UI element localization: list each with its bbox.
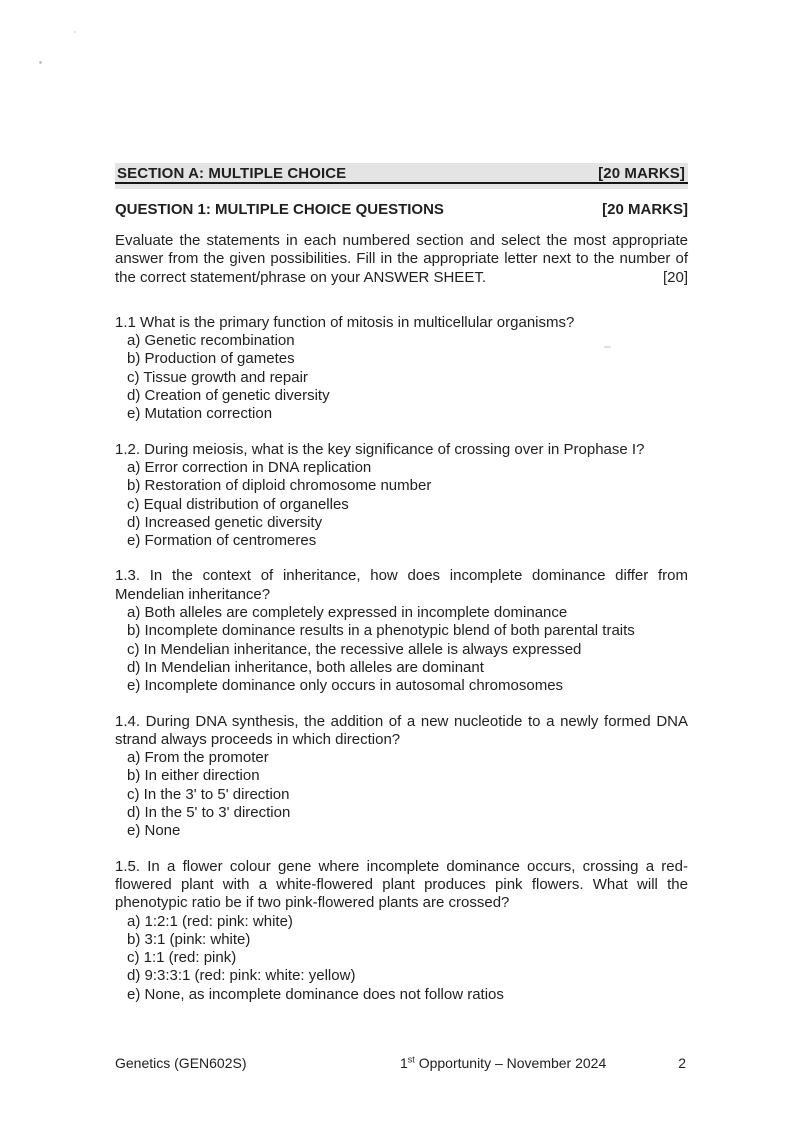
question-text: 1.1 What is the primary function of mitosis in multicellular organisms? xyxy=(115,313,575,331)
footer-opportunity-ordinal: st xyxy=(407,1054,415,1065)
scan-artifact xyxy=(604,346,611,348)
option-c: c) In Mendelian inheritance, the recessive allele is always expressed xyxy=(127,640,582,658)
instructions-marks: [20] xyxy=(657,269,688,287)
question-text: 1.5. In a flower colour gene where incomplete dominance occurs, crossing a red-flowered plant with a white-flowered plant produces pink flowers. What will the phenotypic ratio be if two pink-flowered plants are crossed? xyxy=(115,857,688,912)
question-1-header xyxy=(115,201,688,219)
option-d: d) Increased genetic diversity xyxy=(127,513,323,531)
option-e: e) Formation of centromeres xyxy=(127,532,317,550)
option-a: a) Error correction in DNA replication xyxy=(127,458,372,476)
option-d: d) In Mendelian inheritance, both alleles are dominant xyxy=(127,658,484,676)
option-c: c) Equal distribution of organelles xyxy=(127,495,349,513)
scan-artifact xyxy=(39,61,42,64)
option-a: a) 1:2:1 (red: pink: white) xyxy=(127,912,293,930)
option-a: a) Genetic recombination xyxy=(127,332,295,350)
option-c: c) In the 3' to 5' direction xyxy=(127,785,290,803)
option-c: c) 1:1 (red: pink) xyxy=(127,949,237,967)
question-1-1 xyxy=(115,314,688,424)
section-header-bar xyxy=(115,163,688,189)
footer-page-number: 2 xyxy=(678,1055,686,1071)
option-c: c) Tissue growth and repair xyxy=(127,368,308,386)
footer-course: Genetics (GEN602S) xyxy=(115,1055,247,1071)
option-d: d) 9:3:3:1 (red: pink: white: yellow) xyxy=(127,967,356,985)
section-header-row xyxy=(115,164,688,184)
option-b: b) Restoration of diploid chromosome number xyxy=(127,477,432,495)
option-e: e) None, as incomplete dominance does not follow ratios xyxy=(127,985,504,1003)
option-e: e) Mutation correction xyxy=(127,405,273,423)
option-e: e) None xyxy=(127,822,181,840)
question-1-title: QUESTION 1: MULTIPLE CHOICE QUESTIONS xyxy=(115,201,444,218)
question-1-4 xyxy=(115,713,688,841)
question-text: 1.3. In the context of inheritance, how does incomplete dominance differ from Mendelian inheritance? xyxy=(115,567,688,603)
section-marks: [20 MARKS] xyxy=(598,165,685,182)
question-1-3 xyxy=(115,567,688,695)
scan-artifact xyxy=(74,31,76,33)
question-options xyxy=(115,459,688,550)
question-1-5 xyxy=(115,858,688,1004)
question-text: 1.4. During DNA synthesis, the addition of a new nucleotide to a newly formed DNA strand always proceeds in which direction? xyxy=(115,712,688,748)
instructions-paragraph xyxy=(115,232,688,287)
option-b: b) In either direction xyxy=(127,767,260,785)
option-b: b) Production of gametes xyxy=(127,350,295,368)
section-title: SECTION A: MULTIPLE CHOICE xyxy=(117,165,347,182)
footer-opportunity-text: Opportunity – November 2024 xyxy=(414,1055,607,1071)
question-1-marks: [20 MARKS] xyxy=(602,201,688,218)
question-options xyxy=(115,332,688,423)
option-d: d) Creation of genetic diversity xyxy=(127,387,330,405)
question-options xyxy=(115,604,688,695)
question-text: 1.2. During meiosis, what is the key significance of crossing over in Prophase I? xyxy=(115,440,645,458)
option-e: e) Incomplete dominance only occurs in autosomal chromosomes xyxy=(127,677,564,695)
footer-opportunity-number: 1 xyxy=(400,1055,408,1071)
question-options xyxy=(115,749,688,840)
footer-opportunity xyxy=(400,1055,606,1072)
option-b: b) Incomplete dominance results in a phenotypic blend of both parental traits xyxy=(127,622,635,640)
option-a: a) From the promoter xyxy=(127,749,269,767)
page-footer xyxy=(115,1055,688,1072)
instructions-text: Evaluate the statements in each numbered section and select the most appropriate answer from the given possibilities. Fill in the appropriate letter next to the number of the correct statement/phrase on your ANSWER SHEET. xyxy=(115,232,688,286)
option-b: b) 3:1 (pink: white) xyxy=(127,930,251,948)
question-1-2 xyxy=(115,441,688,551)
option-a: a) Both alleles are completely expressed in incomplete dominance xyxy=(127,604,568,622)
option-d: d) In the 5' to 3' direction xyxy=(127,804,291,822)
question-options xyxy=(115,913,688,1004)
